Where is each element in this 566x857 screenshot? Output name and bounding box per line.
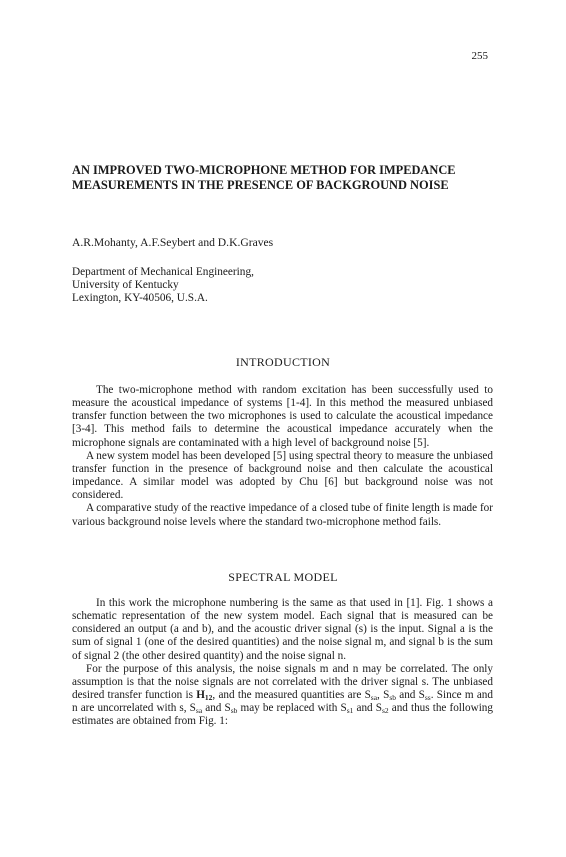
section-heading-introduction: INTRODUCTION — [235, 355, 331, 369]
symbol-s-sb: $S_{sb}$ — [383, 689, 396, 703]
symbol-s-s1: $S_{s1}$ — [340, 702, 354, 716]
paragraph: A comparative study of the reactive impedance of a closed tube of finite length is made for various background noise levels where the standard two-microphone method fails. — [72, 502, 493, 528]
paper-title — [72, 163, 512, 193]
affiliation — [72, 266, 254, 305]
title-line-1: AN IMPROVED TWO-MICROPHONE METHOD FOR IMPEDANCE — [72, 163, 456, 177]
symbol-s-sb: $S_{sb}$ — [224, 702, 238, 716]
page-number: 255 — [471, 50, 488, 62]
paragraph: In this work the microphone numbering is the same as that used in [1]. Fig. 1 shows a schematic representation of the new system model. Each signal that is measured can be considered an output (a and b), and the acoustic driver signal (s) is the input. Signal a is the sum of signal 1 (one of the desired quantities) and the noise signal m, and signal b is the sum of signal 2 (the other desired quantity) and the noise signal n. — [72, 597, 493, 662]
symbol-s-sa: $S_{sa}$ — [364, 689, 378, 703]
paragraph: The two-microphone method with random excitation has been successfully used to measure the acoustical impedance of systems [1-4]. In this method the measured unbiased transfer function between the two microphones is used to calculate the acoustical impedance [3-4]. This method fails to determine the acoustical impedance accurately when the microphone signals are contaminated with a high level of background noise [5]. — [72, 384, 493, 449]
symbol-s-ss: $S_{ss}$ — [418, 689, 431, 703]
symbol-s-s2: $S_{s2}$ — [375, 702, 389, 716]
affiliation-line: Lexington, KY-40506, U.S.A. — [72, 292, 208, 304]
affiliation-line: University of Kentucky — [72, 279, 179, 291]
affiliation-line: Department of Mechanical Engineering, — [72, 266, 254, 278]
spectral-model-body — [72, 597, 493, 729]
transfer-function-symbol: $H_{12}$ — [196, 689, 213, 703]
paragraph: A new system model has been developed [5] using spectral theory to measure the unbiased transfer function in the presence of background noise and then calculate the acoustical impedance. A similar model was adopted by Chu [6] but background noise was not considered. — [72, 449, 493, 502]
section-heading-spectral-model: SPECTRAL MODEL — [228, 570, 338, 584]
paragraph: For the purpose of this analysis, the noise signals m and n may be correlated. The only assumption is that the noise signals are not correlated with the driver signal s. The unbiased desired transfer function is $H_{12}$, and the measured quantities are $S_{sa}$, $S_{sb}$ and $S_{ss}$. Since m and n are uncorrelated with s, $S_{sa}$ and $S_{sb}$ may be replaced with $S_{s1}$ and $S_{s2}$ and thus the following estimates are obtained from Fig. 1: — [72, 662, 493, 728]
introduction-body — [72, 384, 493, 529]
symbol-s-sa: $S_{sa}$ — [189, 702, 203, 716]
author-list: A.R.Mohanty, A.F.Seybert and D.K.Graves — [72, 236, 274, 249]
title-line-2: MEASUREMENTS IN THE PRESENCE OF BACKGROUND NOISE — [72, 178, 449, 192]
